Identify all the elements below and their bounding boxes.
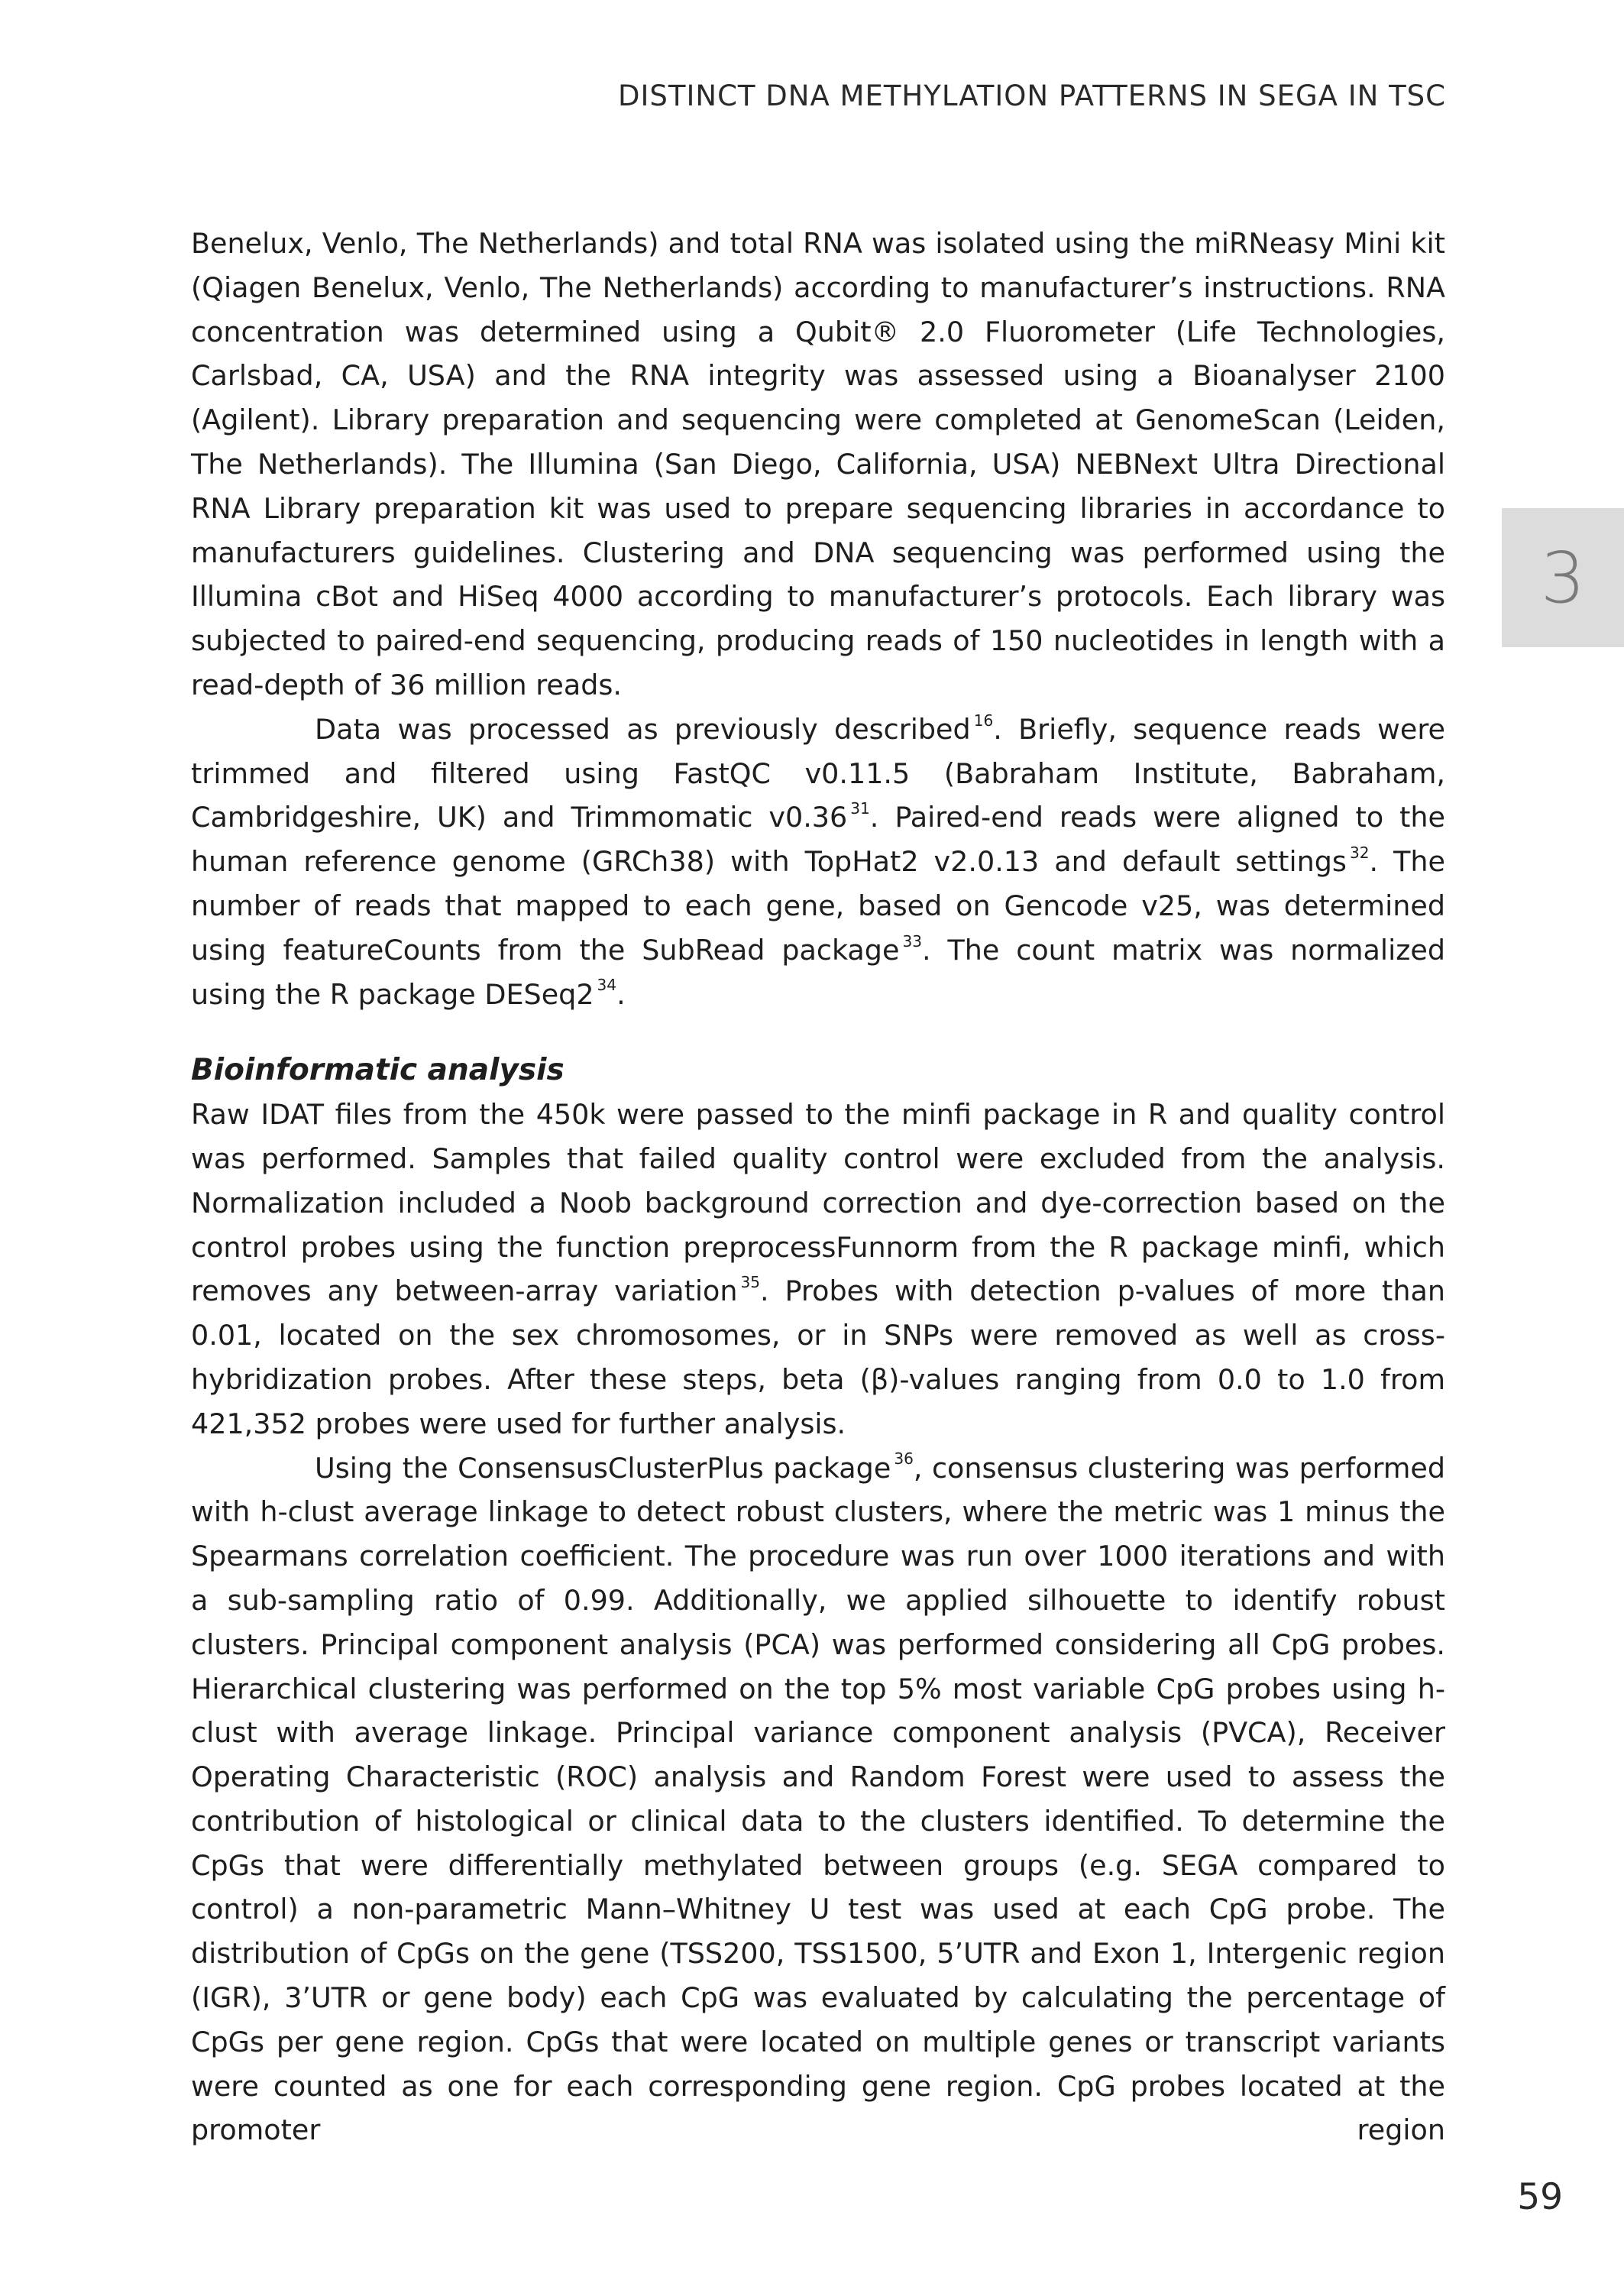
page-number: 59 — [1517, 2176, 1563, 2218]
chapter-tab — [1502, 508, 1624, 647]
citation-ref: 36 — [894, 1449, 914, 1469]
citation-ref: 33 — [902, 931, 922, 951]
paragraph-rna-isolation: Benelux, Venlo, The Netherlands) and total RNA was isolated using the miRNeasy Mini kit (Qiagen Benelux, Venlo, The Netherlands) according to manufacturer’s instructions. RNA concentration was determined using a Qubit® 2.0 Fluorometer (Life Technologies, Carlsbad, CA, USA) and the RNA integrity was assessed using a Bioanalyser 2100 (Agilent). Library preparation and sequencing were completed at GenomeScan (Leiden, The Netherlands). The Illumina (San Diego, California, USA) NEBNext Ultra Directional RNA Library preparation kit was used to prepare sequencing libraries in accordance to manufacturers guidelines. Clustering and DNA sequencing was performed using the Illumina cBot and HiSeq 4000 according to manufacturer’s protocols. Each library was subjected to paired-end sequencing, producing reads of 150 nucleotides in length with a read-depth of 36 million reads. — [191, 227, 1445, 701]
body-text — [191, 222, 1445, 2152]
paragraph-quality-control: Raw IDAT files from the 450k were passed to the minfi package in R and quality control was performed. Samples that failed quality control were excluded from the analysis. Normalization included a Noob background correction and dye-correction based on the control probes using the function preprocessFunnorm from the R package minfi, which removes any between-array variation $^{35}$. Probes with detection p-values of more than 0.01, located on the sex chromosomes, or in SNPs were removed as well as cross-hybridization probes. After these steps, beta (β)-values ranging from 0.0 to 1.0 from 421,352 probes were used for further analysis. — [191, 1098, 1445, 1440]
citation-ref: 32 — [1349, 844, 1370, 863]
citation-ref: 31 — [850, 799, 870, 818]
citation-ref: 16 — [973, 711, 994, 730]
section-heading: Bioinformatic analysis — [191, 1053, 565, 1088]
citation-ref: 35 — [740, 1273, 761, 1292]
citation-ref: 34 — [597, 976, 617, 995]
paragraph-clustering: Using the ConsensusClusterPlus package $^{36}$, consensus clustering was performed with h-clust average linkage to detect robust clusters, where the metric was 1 minus the Spearmans correlation coefficient. The procedure was run over 1000 iterations and with a sub-sampling ratio of 0.99. Additionally, we applied silhouette to identify robust clusters. Principal component analysis (PCA) was performed considering all CpG probes. Hierarchical clustering was performed on the top 5% most variable CpG probes using h-clust with average linkage. Principal variance component analysis (PVCA), Receiver Operating Characteristic (ROC) analysis and Random Forest were used to assess the contribution of histological or clinical data to the clusters identified. To determine the CpGs that were differentially methylated between groups (e.g. SEGA compared to control) a non-parametric Mann–Whitney U test was used at each CpG probe. The distribution of CpGs on the gene (TSS200, TSS1500, 5’UTR and Exon 1, Intergenic region (IGR), 3’UTR or gene body) each CpG was evaluated by calculating the percentage of CpGs per gene region. CpGs that were located on multiple genes or transcript variants were counted as one for each corresponding gene region. CpG probes located at the promoter region — [191, 1449, 1445, 2147]
paragraph-data-processing: Data was processed as previously described $^{16}$. Briefly, sequence reads were trimmed and filtered using FastQC v0.11.5 (Babraham Institute, Babraham, Cambridgeshire, UK) and Trimmomatic v0.36 $^{31}$. Paired-end reads were aligned to the human reference genome (GRCh38) with TopHat2 v2.0.13 and default settings $^{32}$. The number of reads that mapped to each gene, based on Gencode v25, was determined using featureCounts from the SubRead package $^{33}$. The count matrix was normalized using the R package DESeq2 $^{34}$. — [191, 711, 1445, 1011]
chapter-number: 3 — [1540, 536, 1586, 619]
running-header: DISTINCT DNA METHYLATION PATTERNS IN SEGA IN TSC — [618, 79, 1446, 112]
